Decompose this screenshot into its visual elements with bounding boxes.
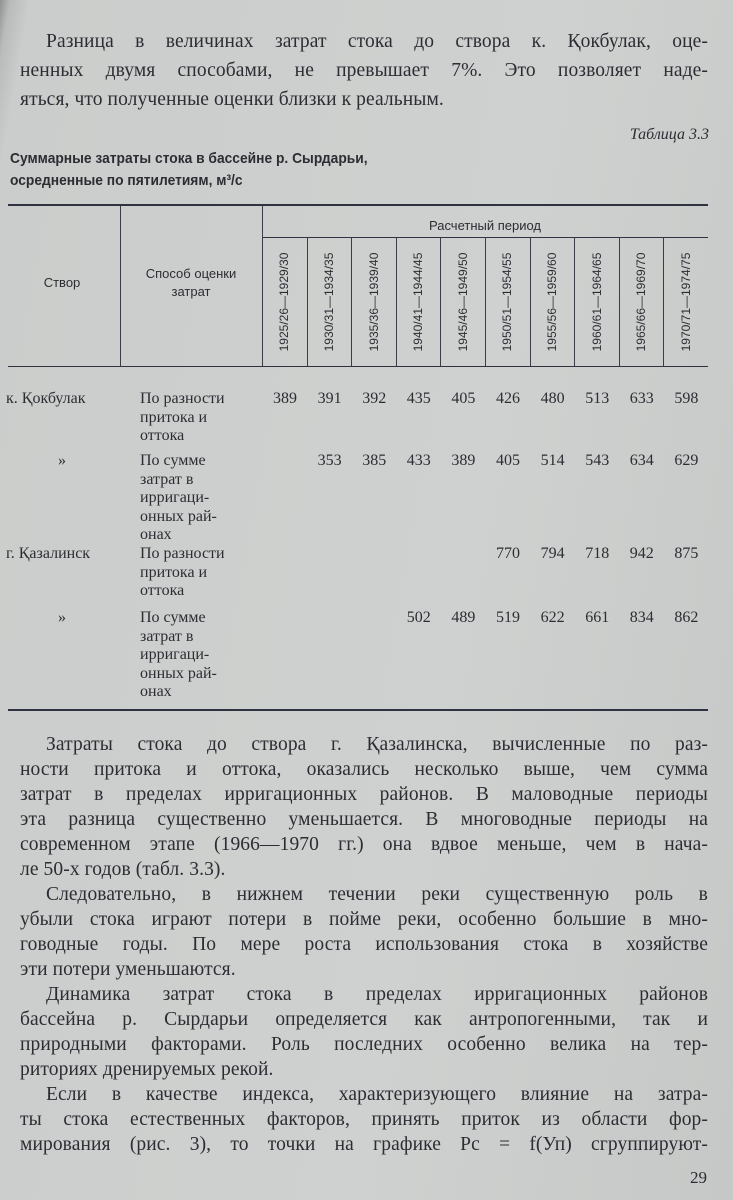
text-line: ности притока и оттока, оказались несколько выше, чем сумма: [20, 759, 708, 780]
text-line: говодные годы. По мере роста использования стока в хозяйстве: [20, 934, 708, 955]
page-number: 29: [690, 1168, 707, 1187]
value-cell: 770: [496, 545, 520, 562]
value-cell: 480: [540, 390, 565, 407]
text-line: ненных двумя способами, не превышает 7%. Это позволяет наде-: [20, 60, 708, 81]
text-line: ле 50-х годов (табл. 3.3).: [20, 859, 226, 880]
text-line: затрат в пределах ирригационных районов. В маловодные периоды: [20, 784, 708, 805]
method-line: ирригаци-: [140, 646, 210, 663]
column-divider: [396, 238, 397, 366]
period-label: 1950/51—1954/55: [500, 252, 515, 352]
value-cell: 629: [674, 452, 699, 469]
header-method: Способ оценки: [145, 266, 237, 281]
value-cell: 389: [451, 452, 476, 469]
text-line: мирования (рис. 3), то точки на графике Pс = f(Уп) сгруппируют-: [20, 1134, 708, 1155]
value-cell: 794: [540, 545, 565, 562]
table-number: Таблица 3.3: [629, 126, 709, 143]
column-divider: [485, 238, 486, 366]
value-cell: 519: [496, 609, 520, 626]
period-label: 1955/56—1959/60: [544, 252, 559, 352]
value-cell: 433: [406, 452, 431, 469]
text-line: Разница в величинах затрат стока до створа к. Қокбулак, оце-: [46, 31, 708, 52]
text-line: ты стока естественных факторов, принять приток из области фор-: [20, 1109, 708, 1130]
value-cell: 875: [674, 545, 699, 562]
text-line: бассейна р. Сырдарьи определяется как антропогенными, так и: [20, 1009, 708, 1030]
method-line: онах: [140, 526, 172, 543]
method-line: затрат в: [140, 470, 194, 488]
method-line: онах: [140, 683, 172, 700]
text-line: современном этапе (1966—1970 гг.) она вдвое меньше, чем в нача-: [20, 834, 708, 855]
method-line: затрат в: [140, 627, 194, 645]
period-label: 1935/36—1939/40: [366, 252, 381, 352]
period-label: 1945/46—1949/50: [455, 252, 470, 352]
value-cell: 661: [585, 609, 610, 626]
period-label: 1930/31—1934/35: [321, 252, 336, 352]
header-period: Расчетный период: [428, 218, 542, 233]
value-cell: 622: [540, 609, 565, 626]
period-label: 1970/71—1974/75: [678, 252, 693, 352]
column-divider: [307, 238, 308, 366]
value-cell: 633: [629, 390, 654, 407]
station-name: к. Қокбулак: [6, 390, 86, 407]
text-line: природными факторами. Роль последних особенно велика на тер-: [20, 1034, 708, 1055]
text-line: Следовательно, в нижнем течении реки существенную роль в: [46, 884, 708, 905]
table-caption-line: Суммарные затраты стока в бассейне р. Сырдарьи,: [10, 150, 368, 167]
table-top-rule: [8, 204, 708, 206]
station-name: »: [58, 452, 66, 469]
column-divider: [440, 238, 441, 366]
method-line: онных рай-: [140, 507, 217, 525]
method-line: ирригаци-: [140, 489, 210, 506]
header-bottom-rule: [8, 366, 708, 367]
header-method: затрат: [171, 284, 211, 299]
period-label: 1960/61—1964/65: [589, 252, 604, 352]
value-cell: 405: [451, 390, 476, 407]
value-cell: 718: [585, 545, 610, 562]
table-bottom-rule: [8, 709, 708, 711]
value-cell: 514: [540, 452, 565, 469]
column-divider: [574, 238, 575, 366]
method-line: онных рай-: [140, 664, 217, 682]
value-cell: 502: [406, 609, 431, 626]
value-cell: 598: [674, 390, 699, 407]
station-name: »: [58, 609, 66, 626]
period-label: 1965/66—1969/70: [634, 252, 649, 352]
value-cell: 353: [317, 452, 342, 469]
value-cell: 389: [273, 390, 297, 407]
value-cell: 426: [496, 390, 520, 407]
value-cell: 862: [674, 609, 699, 626]
table-caption-line: осредненные по пятилетиям, м³/с: [10, 172, 243, 189]
text-line: эта разница существенно уменьшается. В многоводные периоды на: [20, 809, 708, 830]
text-line: яться, что полученные оценки близки к реальным.: [20, 89, 444, 110]
station-name: г. Қазалинск: [6, 545, 91, 562]
value-cell: 489: [451, 609, 476, 626]
header-station: Створ: [43, 275, 81, 290]
text-line: Затраты стока до створа г. Қазалинска, вычисленные по раз-: [46, 734, 708, 755]
value-cell: 385: [362, 452, 387, 469]
method-line: По разности: [140, 390, 225, 407]
method-line: притока и: [140, 408, 208, 426]
value-cell: 942: [629, 545, 654, 562]
method-line: По сумме: [140, 452, 206, 469]
text-line: Динамика затрат стока в пределах ирригационных районов: [46, 984, 708, 1005]
text-line: убыли стока играют потери в пойме реки, особенно большие в мно-: [20, 909, 708, 930]
method-line: оттока: [140, 582, 185, 599]
value-cell: 435: [406, 390, 431, 407]
text-line: эти потери уменьшаются.: [20, 959, 236, 980]
method-line: притока и: [140, 563, 208, 581]
column-divider: [663, 238, 664, 366]
value-cell: 634: [629, 452, 654, 469]
text-line: риториях дренируемых рекой.: [20, 1059, 274, 1080]
method-line: По разности: [140, 545, 225, 562]
column-divider: [530, 238, 531, 366]
value-cell: 543: [585, 452, 610, 469]
value-cell: 513: [585, 390, 610, 407]
column-divider: [351, 238, 352, 366]
value-cell: 391: [317, 390, 342, 407]
period-label: 1925/26—1929/30: [277, 252, 292, 352]
value-cell: 392: [362, 390, 387, 407]
column-divider: [619, 238, 620, 366]
method-line: По сумме: [140, 609, 206, 626]
period-label: 1940/41—1944/45: [411, 252, 426, 352]
method-line: оттока: [140, 427, 185, 444]
column-divider: [120, 206, 121, 366]
text-line: Если в качестве индекса, характеризующего влияние на затра-: [46, 1084, 708, 1105]
value-cell: 834: [629, 609, 654, 626]
value-cell: 405: [496, 452, 520, 469]
